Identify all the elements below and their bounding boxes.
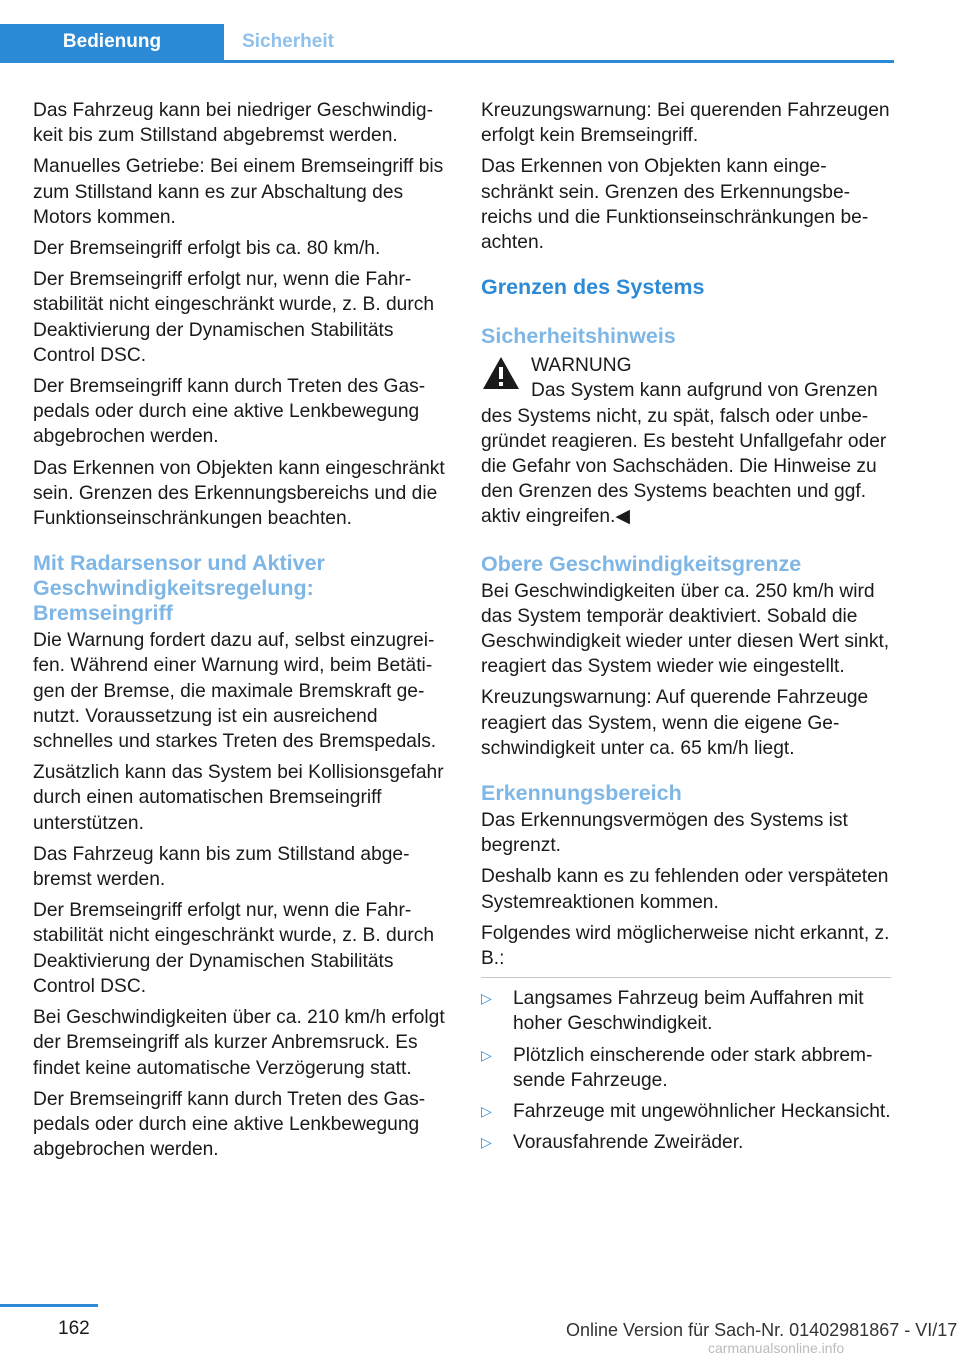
- section-heading-sicherheitshinweis: Sicherheitshinweis: [481, 324, 676, 349]
- warning-text: Das System kann aufgrund von Grenzen des Systems nicht, zu spät, falsch oder unbegründet reagieren. Es besteht Unfallgefahr oder die Gefahr von Sachschäden. Die Hinweise zu den Grenzen des Systems beachten und ggf. aktiv eingreifen.◀: [481, 380, 887, 528]
- paragraph: Deshalb kann es zu fehlenden oder verspäteten Systemreaktionen kommen.: [481, 866, 889, 913]
- footer-rule: [0, 1304, 98, 1307]
- list-item-text: Fahrzeuge mit ungewöhnlicher Heckansicht.: [513, 1101, 891, 1123]
- paragraph: Kreuzungswarnung: Bei querenden Fahrzeugen erfolgt kein Bremseingriff.: [481, 100, 890, 147]
- paragraph: Das Erkennen von Objekten kann eingeschränkt sein. Grenzen des Erkennungsbereichs und die Funktionseinschränkungen beachten.: [33, 457, 445, 530]
- list-item-text: Plötzlich einscherende oder stark abbremsende Fahrzeuge.: [513, 1044, 873, 1091]
- list-divider: [481, 977, 891, 978]
- triangle-bullet-icon: ▷: [481, 990, 492, 1007]
- list-item-text: Langsames Fahrzeug beim Auffahren mit hoher Geschwindigkeit.: [513, 988, 864, 1035]
- header-rule: [0, 60, 894, 63]
- list-item: [481, 1130, 891, 1155]
- triangle-bullet-icon: ▷: [481, 1134, 492, 1151]
- online-version-note: Online Version für Sach-Nr. 01402981867 - VI/17: [566, 1320, 958, 1340]
- paragraph: Der Bremseingriff kann durch Treten des Gaspedals oder durch eine aktive Lenkbewegung abgebrochen werden.: [33, 1088, 426, 1161]
- list-item-text: Vorausfahrende Zweiräder.: [513, 1132, 744, 1154]
- section-heading-erkennungsbereich: Erkennungsbereich: [481, 781, 682, 806]
- warning-triangle-icon: [481, 355, 521, 391]
- warning-box: [481, 353, 891, 529]
- bullet-list: [481, 986, 891, 1155]
- page-number: 162: [58, 1318, 90, 1339]
- paragraph: Zusätzlich kann das System bei Kollisionsgefahr durch einen automatischen Bremseingriff unterstützen.: [33, 762, 444, 834]
- paragraph: Der Bremseingriff erfolgt nur, wenn die Fahrstabilität nicht eingeschränkt wurde, z. B. durch Deaktivierung der Dynamischen Stabilitäts Control DSC.: [33, 269, 435, 366]
- paragraph: Das Fahrzeug kann bei niedriger Geschwindigkeit bis zum Stillstand abgebremst werden.: [33, 100, 433, 147]
- section-heading-radar: Mit Radarsensor und Aktiver Geschwindigkeitsregelung: Bremseingriff: [33, 551, 325, 626]
- paragraph: Der Bremseingriff erfolgt bis ca. 80 km/h.: [33, 238, 381, 260]
- list-item: [481, 986, 891, 1036]
- paragraph: Folgendes wird möglicherweise nicht erkannt, z. B.:: [481, 922, 890, 970]
- warning-title: WARNUNG: [531, 355, 632, 377]
- paragraph: Bei Geschwindigkeiten über ca. 250 km/h wird das System temporär deaktiviert. Sobald die Geschwindigkeit wieder unter diesen Wert sinkt, reagiert das System wieder wie eingestellt.: [481, 580, 890, 678]
- paragraph: Kreuzungswarnung: Auf querende Fahrzeuge reagiert das System, wenn die eigene Geschwindigkeit unter ca. 65 km/h liegt.: [481, 687, 869, 759]
- section-heading-obere-grenze: Obere Geschwindigkeitsgrenze: [481, 551, 802, 576]
- section-heading-grenzen: Grenzen des Systems: [481, 275, 705, 300]
- watermark: carmanualsonline.info: [708, 1340, 845, 1356]
- left-column: [33, 98, 451, 1168]
- paragraph: Das Fahrzeug kann bis zum Stillstand abgebremst werden.: [33, 843, 410, 891]
- paragraph: Die Warnung fordert dazu auf, selbst einzugreifen. Während einer Warnung wird, beim Betätigen der Bremse, die maximale Bremskraft genutzt. Voraussetzung ist ein ausreichend schnelles und starkes Treten des Bremspedals.: [33, 630, 437, 753]
- list-item: [481, 1099, 891, 1124]
- tab-bedienung[interactable]: Bedienung: [0, 24, 224, 60]
- paragraph: Manuelles Getriebe: Bei einem Bremseingriff bis zum Stillstand kann es zur Abschaltung des Motors kommen.: [33, 156, 444, 228]
- paragraph: Das Erkennen von Objekten kann eingeschränkt sein. Grenzen des Erkennungsbereichs und die Funktionseinschränkungen beachten.: [481, 156, 869, 254]
- header-tabs: [0, 24, 894, 62]
- tab-sicherheit[interactable]: Sicherheit: [242, 31, 334, 52]
- paragraph: Der Bremseingriff erfolgt nur, wenn die Fahrstabilität nicht eingeschränkt wurde, z. B. durch Deaktivierung der Dynamischen Stabilitäts Control DSC.: [33, 900, 435, 997]
- triangle-bullet-icon: ▷: [481, 1103, 492, 1120]
- paragraph: Bei Geschwindigkeiten über ca. 210 km/h erfolgt der Bremseingriff als kurzer Anbremsruck. Es findet keine automatische Verzögerung statt.: [33, 1007, 445, 1079]
- right-column: [481, 98, 891, 1162]
- paragraph: Das Erkennungsvermögen des Systems ist begrenzt.: [481, 810, 848, 857]
- paragraph: Der Bremseingriff kann durch Treten des Gaspedals oder durch eine aktive Lenkbewegung abgebrochen werden.: [33, 376, 426, 448]
- list-item: [481, 1043, 891, 1093]
- triangle-bullet-icon: ▷: [481, 1046, 492, 1063]
